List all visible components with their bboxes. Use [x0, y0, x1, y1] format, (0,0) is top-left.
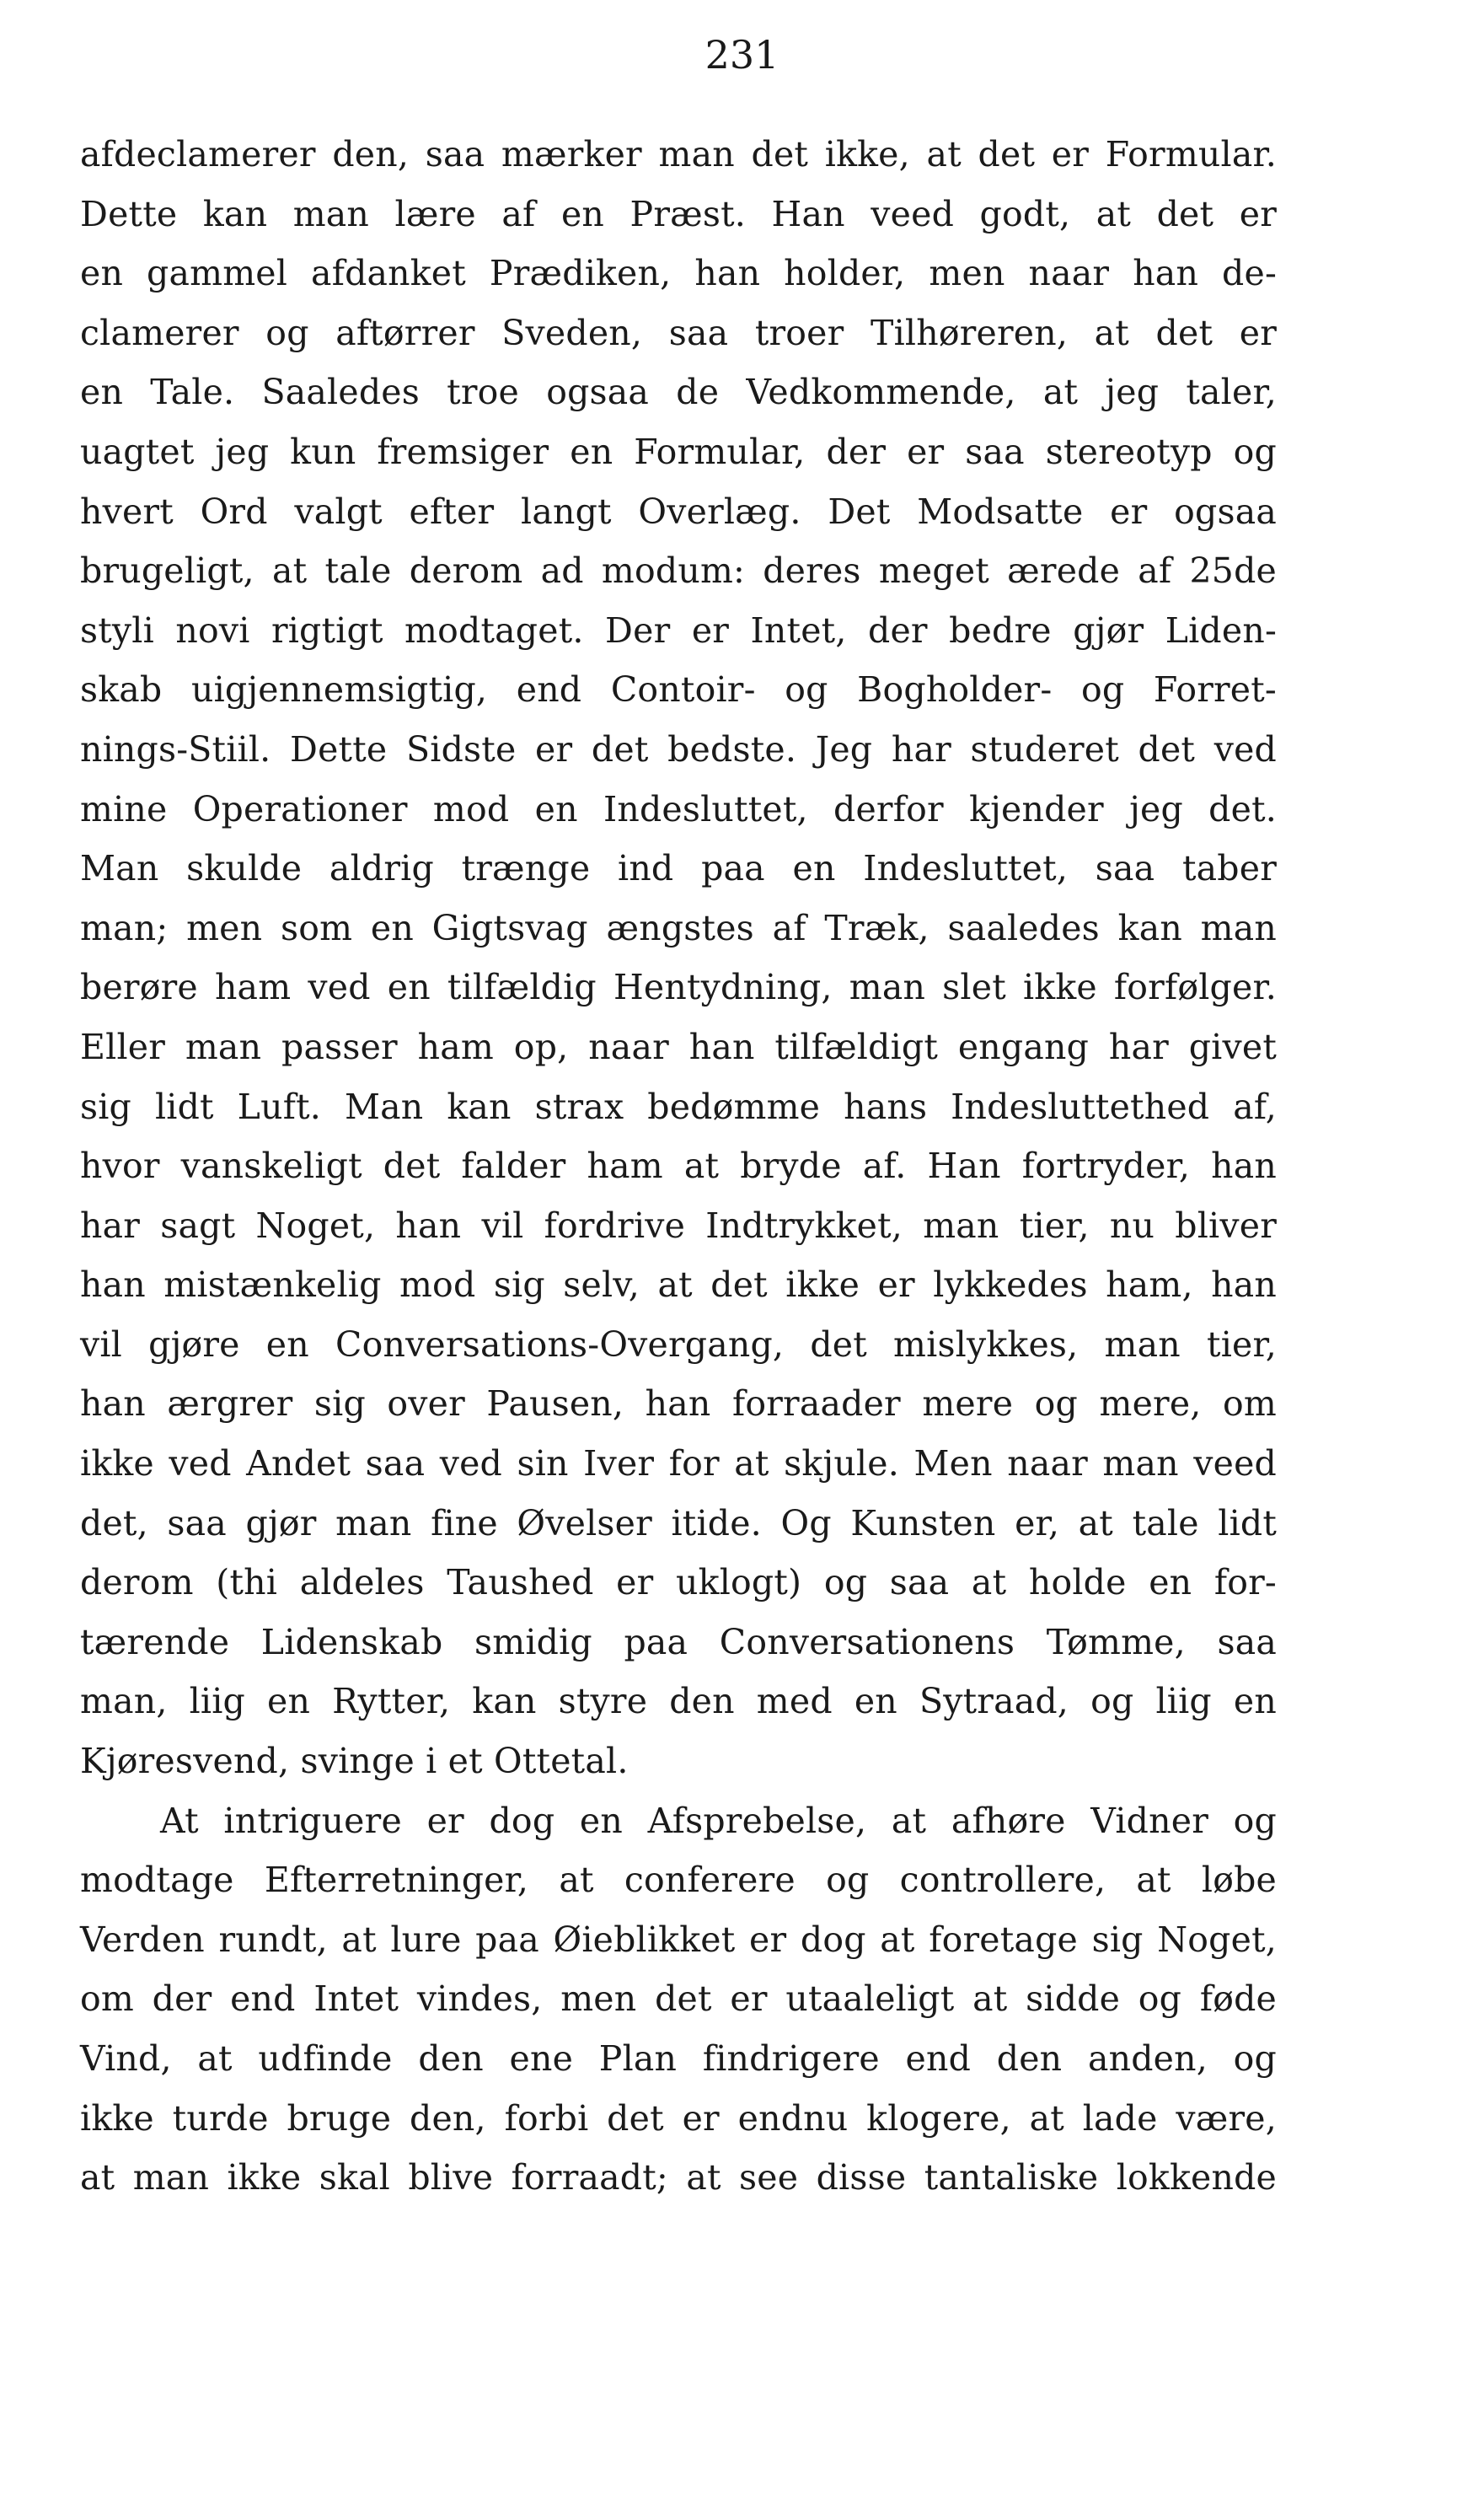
text-line: hvor vanskeligt det falder ham at brydе af. Han fortryder, han	[80, 1146, 1277, 1187]
text-line: en Tale. Saaledes troe ogsaa de Vedkommende, at jeg taler,	[80, 372, 1277, 413]
text-line: berøre ham ved en tilfældig Hentydning, man slet ikke forfølger.	[80, 967, 1277, 1008]
text-line: uagtet jeg kun fremsiger en Formular, der er saa stereotyp og	[80, 431, 1277, 472]
text-line: nings-Stiil. Dette Sidste er det bedste. Jeg har studeret det ved	[80, 728, 1277, 770]
text-line: sig lidt Luft. Man kan strax bedømme hans Indesluttethed af,	[80, 1086, 1277, 1127]
body-text	[80, 125, 1277, 2208]
text-line: Man skulde aldrig trænge ind paa en Indesluttet, saa taber	[80, 848, 1277, 889]
text-line: Vind, at udfinde den ene Plan findrigere end den anden, og	[80, 2038, 1277, 2079]
text-line: hvert Ord valgt efter langt Overlæg. Det Modsatte er ogsaa	[80, 491, 1277, 532]
page-number: 231	[704, 32, 780, 78]
text-line: at man ikke skal blive forraadt; at see disse tantaliske lokkende	[80, 2157, 1277, 2198]
text-line: Eller man passer ham op, naar han tilfældigt engang har givet	[80, 1026, 1277, 1067]
text-line: man, liig en Rytter, kan styre den med en Sytraad, og liig en	[80, 1681, 1277, 1722]
text-line: han ærgrer sig over Pausen, han forraader mere og mere, om	[80, 1383, 1277, 1425]
text-line: derom (thi aldeles Taushed er uklogt) og saa at holde en for-	[80, 1562, 1277, 1603]
text-line: ikke turde bruge den, forbi det er endnu klogere, at lade være,	[80, 2097, 1277, 2139]
text-line: mine Operationer mod en Indesluttet, derfor kjender jeg det.	[80, 788, 1277, 829]
text-line: brugeligt, at tale derom ad modum: deres meget ærede af 25de	[80, 550, 1277, 592]
text-line: Verden rundt, at lure paa Øieblikket er dog at foretage sig Noget,	[80, 1919, 1277, 1960]
text-line: styli novi rigtigt modtaget. Der er Intet, der bedre gjør Liden-	[80, 609, 1277, 651]
text-line: vil gjøre en Conversations-Overgang, det mislykkes, man tier,	[80, 1323, 1277, 1365]
text-line: Dette kan man lære af en Præst. Han veed godt, at det er	[80, 193, 1277, 234]
text-line: man; men som en Gigtsvag ængstes af Træk, saaledes kan man	[80, 907, 1277, 948]
text-line: afdeclamerer den, saa mærker man det ikke, at det er Formular.	[80, 134, 1277, 174]
text-line: en gammel afdanket Prædiken, han holder, men naar han de-	[80, 253, 1277, 294]
text-line: clamerer og aftørrer Sveden, saa troer Tilhøreren, at det er	[80, 312, 1277, 353]
paragraph-start-line: At intriguere er dog en Afsprebelse, at afhøre Vidner og	[160, 1800, 1277, 1841]
text-line: om der end Intet vindes, men det er utaaleligt at sidde og føde	[80, 1978, 1277, 2020]
text-line: skab uigjennemsigtig, end Contoir- og Bogholder- og Forret-	[80, 669, 1277, 711]
text-line: har sagt Noget, han vil fordrive Indtrykket, man tier, nu bliver	[80, 1205, 1277, 1246]
text-line: tærende Lidenskab smidig paa Conversationens Tømme, saa	[80, 1621, 1277, 1662]
text-line: han mistænkelig mod sig selv, at det ikke er lykkedes ham, han	[80, 1264, 1277, 1306]
text-line: modtage Efterretninger, at conferere og controllere, at løbe	[80, 1860, 1277, 1901]
text-line: det, saa gjør man fine Øvelser itide. Og Kunsten er, at tale lidt	[80, 1502, 1277, 1543]
text-line: ikke ved Andet saa ved sin Iver for at skjule. Men naar man veed	[80, 1443, 1277, 1484]
paragraph-end-line: Kjøresvend, svinge i et Ottetal.	[80, 1741, 629, 1782]
